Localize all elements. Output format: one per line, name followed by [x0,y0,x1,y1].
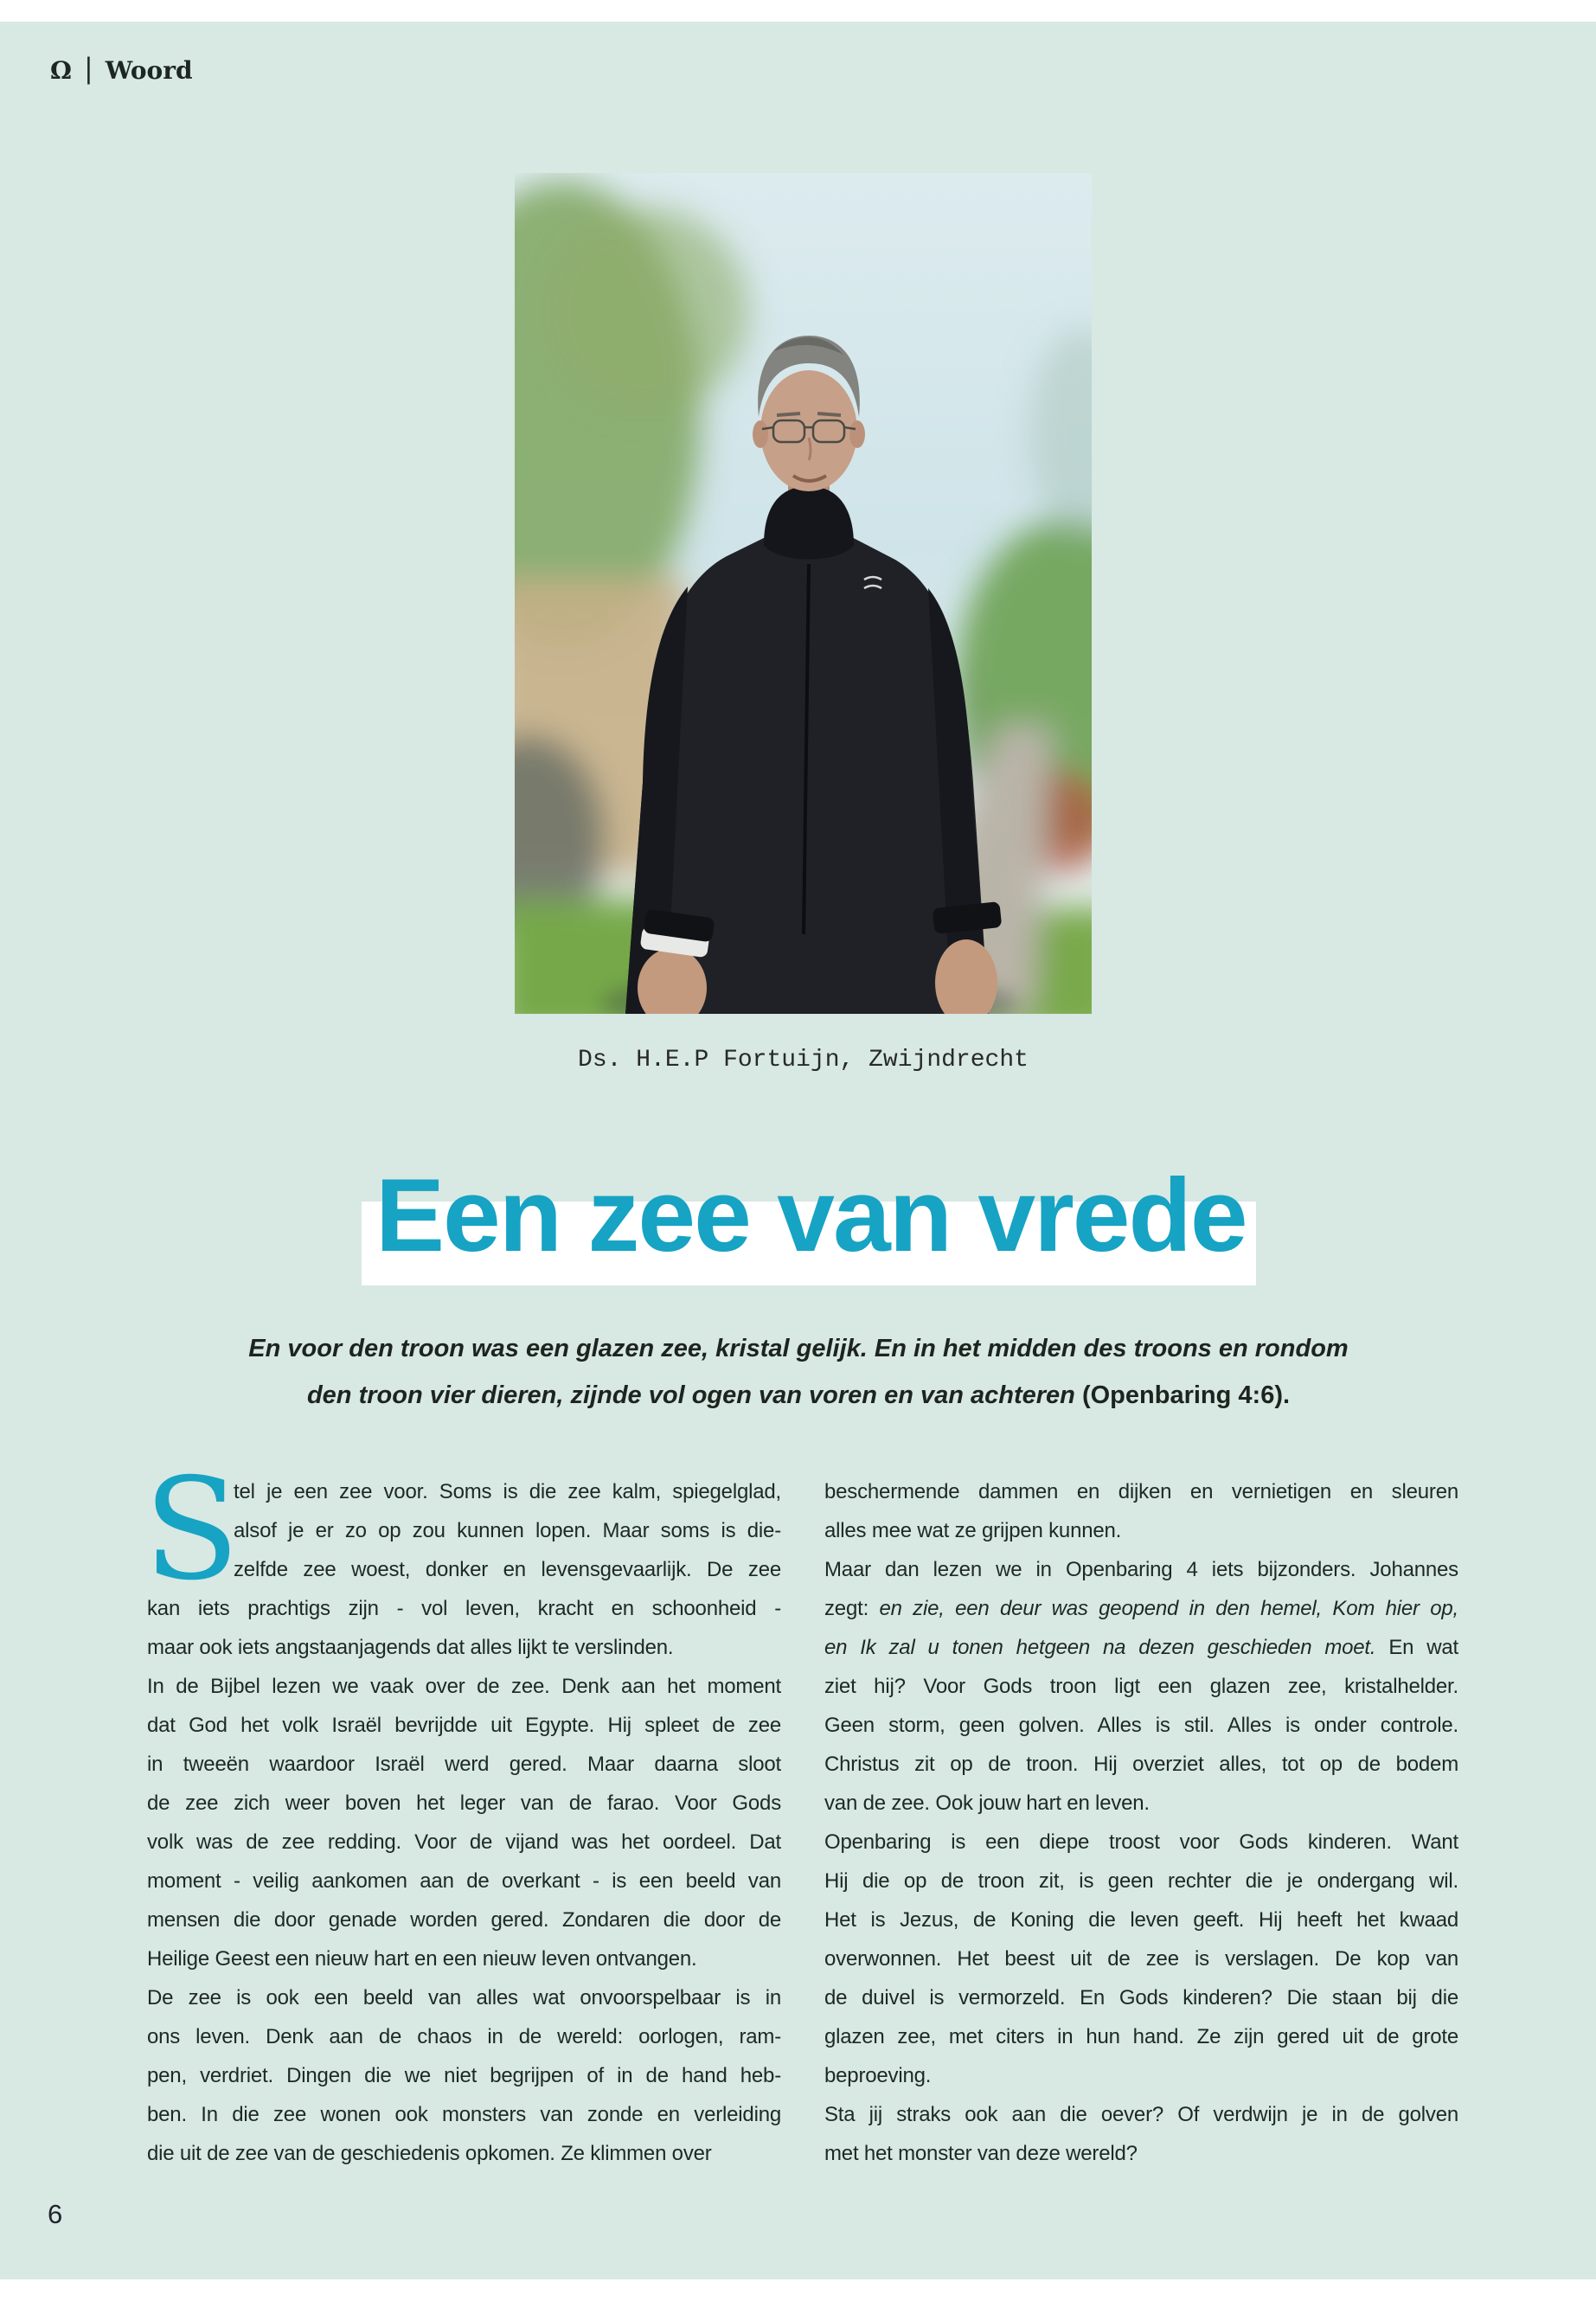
text-line: alsof je er zo op zou kunnen lopen. Maar soms is die- [234,1519,781,1542]
text-line: de zee zich weer boven het leger van de farao. Voor Gods [147,1791,781,1815]
text-line: Christus zit op de troon. Hij overziet alles, tot op de bodem [824,1753,1458,1776]
text-line: met het monster van deze wereld? [824,2142,1138,2165]
text-line: Hij die op de troon zit, is geen rechter die je ondergang wil. [824,1869,1458,1893]
drop-cap: S [144,1449,240,1612]
text-line: De zee is ook een beeld van alles wat onvoorspelbaar is in [147,1986,781,2009]
article-intro-verse [143,1325,1454,1419]
text-line: beproeving. [824,2064,932,2087]
photo-caption: Ds. H.E.P Fortuijn, Zwijndrecht [578,1047,1029,1074]
text-line: Sta jij straks ook aan die oever? Of verdwijn je in de golven [824,2103,1458,2126]
section-header [50,54,193,87]
text-line: Maar dan lezen we in Openbaring 4 iets bijzonders. Johannes [824,1558,1458,1581]
intro-line-1: En voor den troon was een glazen zee, kristal gelijk. En in het midden des troons en rondom [248,1335,1349,1362]
text-line: dat God het volk Israël bevrijdde uit Egypte. Hij spleet de zee [147,1714,781,1737]
text-line: en Ik zal u tonen hetgeen na dezen geschieden moet. En wat [824,1636,1459,1659]
text-line: ziet hij? Voor Gods troon ligt een glazen zee, kristalhelder. [824,1675,1458,1698]
portrait-photo [515,173,1092,1014]
text-line: maar ook iets angstaanjagends dat alles lijkt te verslinden. [147,1636,674,1659]
text-line: pen, verdriet. Dingen die we niet begrijpen of in de hand heb- [147,2064,781,2087]
omega-logo-icon: Ω [50,55,72,85]
text-line: mensen die door genade worden gered. Zondaren die door de [147,1908,781,1932]
text-line: ben. In die zee wonen ook monsters van zonde en verleiding [147,2103,781,2126]
page-number: 6 [48,2199,63,2229]
text-line: zelfde zee woest, donker en levensgevaarlijk. De zee [234,1558,781,1581]
text-line: in tweeën waardoor Israël werd gered. Maar daarna sloot [147,1753,781,1776]
text-line: moment - veilig aankomen aan de overkant - is een beeld van [147,1869,781,1893]
body-column-right [824,1472,1458,2173]
text-line: beschermende dammen en dijken en vernietigen en sleuren [824,1480,1458,1503]
text-line: kan iets prachtigs zijn - vol leven, kracht en schoonheid - [147,1597,781,1620]
text-line: volk was de zee redding. Voor de vijand was het oordeel. Dat [147,1830,781,1854]
text-line: glazen zee, met citers in hun hand. Ze zijn gered uit de grote [824,2025,1458,2048]
text-line: zegt: en zie, een deur was geopend in den hemel, Kom hier op, [824,1597,1458,1620]
text-line: alles mee wat ze grijpen kunnen. [824,1519,1122,1542]
section-label: Woord [105,55,193,85]
column-right-lines [824,1472,1458,2173]
text-line: overwonnen. Het beest uit de zee is verslagen. De kop van [824,1947,1458,1971]
header-separator: | [83,52,93,85]
text-line: Heilige Geest een nieuw hart en een nieuw leven ontvangen. [147,1947,697,1971]
text-line: In de Bijbel lezen we vaak over de zee. Denk aan het moment [147,1675,781,1698]
text-line: tel je een zee voor. Soms is die zee kalm, spiegelglad, [234,1480,781,1503]
text-line: Geen storm, geen golven. Alles is stil. Alles is onder controle. [824,1714,1458,1737]
text-line: die uit de zee van de geschiedenis opkomen. Ze klimmen over [147,2142,712,2165]
column-left-lines [147,1472,781,2173]
text-line: ons leven. Denk aan de chaos in de wereld: oorlogen, ram- [147,2025,781,2048]
title-highlight-band [362,1157,1256,1285]
text-line: Openbaring is een diepe troost voor Gods kinderen. Want [824,1830,1458,1854]
intro-line-2: den troon vier dieren, zijnde vol ogen van voren en van achteren (Openbaring 4:6). [306,1381,1291,1409]
article-title: Een zee van vrede [375,1157,1247,1273]
text-line: de duivel is vermorzeld. En Gods kinderen? Die staan bij die [824,1986,1458,2009]
text-line: van de zee. Ook jouw hart en leven. [824,1791,1150,1815]
text-line: Het is Jezus, de Koning die leven geeft. Hij heeft het kwaad [824,1908,1458,1932]
body-column-left [144,1449,781,2173]
article-body [144,1449,1459,2173]
